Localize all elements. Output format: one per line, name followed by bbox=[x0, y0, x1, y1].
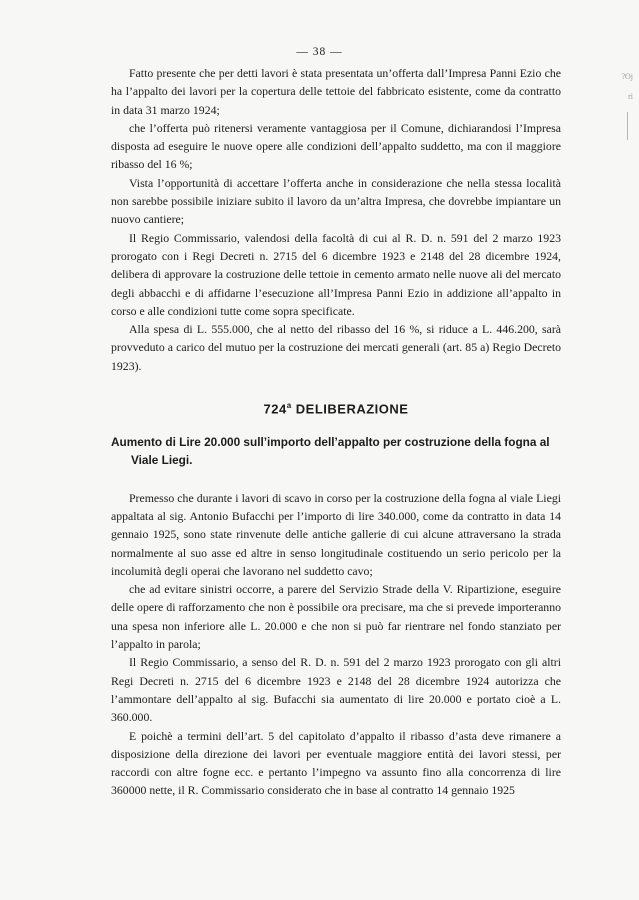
document-body bbox=[111, 64, 561, 800]
margin-bar bbox=[627, 112, 628, 140]
paragraph: E poichè a termini dell’art. 5 del capitolato d’appalto il ribasso d’asta deve rimanere a disposizione della direzione dei lavori per eventuale maggiore entità dei lavori stessi, per raccordi con altre fogne ecc. e pertanto l’impegno va assunto fino alla concorrenza di lire 360000 nette, il R. Commissario considerato che in base al contratto 14 gennaio 1925 bbox=[111, 728, 561, 798]
paragraph: che l’offerta può ritenersi veramente vantaggiosa per il Comune, dichiarandosi l’Impresa disposta ad eseguire le nuove opere alle condizioni dell’appalto suddetto, ma con il maggiore ribasso del 16 %; bbox=[111, 120, 561, 172]
paragraph: Premesso che durante i lavori di scavo in corso per la costruzione della fogna al viale Liegi appaltata al sig. Antonio Bufacchi per l’importo di lire 340.000, come da contratto in data 14 gennaio 1925, sono state rinvenute delle antiche gallerie di cui alcune attraversano la strada normalmente al suo asse ed altre in senso longitudinale costituendo un serio pericolo per la incolumità degli operai che lavorano nel suddetto cavo; bbox=[111, 490, 561, 578]
deliberation-subject: Aumento di Lire 20.000 sull’importo dell’appalto per costruzione della fogna al Viale Liegi. bbox=[111, 434, 550, 467]
deliberation-label: DELIBERAZIONE bbox=[295, 401, 409, 417]
deliberation-number: 724 bbox=[263, 401, 287, 417]
paragraph: Vista l’opportunità di accettare l’offerta anche in considerazione che nella stessa località non sarebbe possibile iniziare subito il lavoro da un’altra Impresa, che dovrebbe impiantare un nuovo cantiere; bbox=[111, 175, 561, 227]
deliberation-sup: a bbox=[286, 401, 292, 411]
margin-mark-1: ?Oj bbox=[621, 72, 633, 81]
paragraph: Fatto presente che per detti lavori è stata presentata un’offerta dall’Impresa Panni Ezio che ha l’appalto dei lavori per la copertura delle tettoie del fabbricato esistente, come da contratto in data 31 marzo 1924; bbox=[111, 66, 561, 117]
margin-mark-2: ri bbox=[628, 92, 633, 101]
page-number: — 38 — bbox=[296, 46, 343, 58]
paragraph: che ad evitare sinistri occorre, a parere del Servizio Strade della V. Ripartizione, eseguire delle opere di rafforzamento che non è possibile ora precisare, ma che si prevede importeranno una spesa non inferiore alle L. 20.000 e che non si può far rientrare nel fondo stanziato per l’appalto in parola; bbox=[111, 582, 561, 652]
deliberation-heading bbox=[111, 397, 561, 419]
paragraph: Il Regio Commissario, valendosi della facoltà di cui al R. D. n. 591 del 2 marzo 1923 prorogato con i Regi Decreti n. 2715 del 6 dicembre 1923 e 2148 del 28 dicembre 1924, delibera di approvare la costruzione delle tettoie in cemento armato nelle nuove ali del mercato degli abbacchi e di affidarne l’esecuzione all’Impresa Panni Ezio in addizione all’appalto in corso e alle condizioni tutte come sopra specificate. bbox=[111, 230, 561, 318]
paragraph: Alla spesa di L. 555.000, che al netto del ribasso del 16 %, si riduce a L. 446.200, sarà provveduto a carico del mutuo per la costruzione dei mercati generali (art. 85 a) Regio Decreto 1923). bbox=[111, 322, 561, 373]
paragraph: Il Regio Commissario, a senso del R. D. n. 591 del 2 marzo 1923 prorogato con gli altri Regi Decreti n. 2715 del 6 dicembre 1923 e 2148 del 28 dicembre 1924 autorizza che l’ammontare dell’appalto al sig. Bufacchi sia aumentato di lire 20.000 e portato cioè a L. 360.000. bbox=[111, 655, 561, 725]
